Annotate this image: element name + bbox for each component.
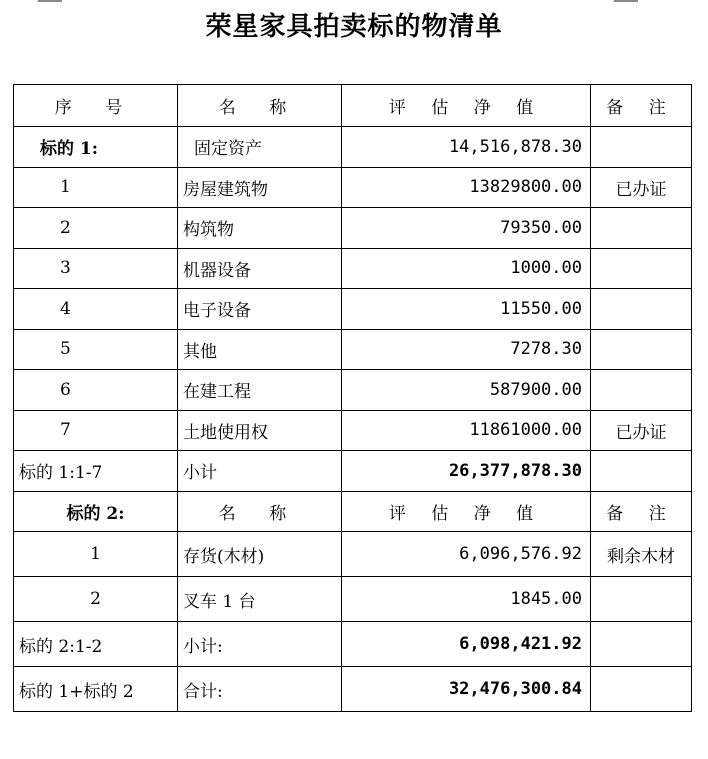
corner-mark-right (614, 0, 638, 2)
row-seq: 1 (14, 532, 178, 577)
lot1-subtotal-row (14, 451, 692, 492)
lot1-category-row (14, 127, 692, 168)
row-note: 已办证 (591, 167, 692, 208)
lot1-subtotal-name: 小计 (178, 451, 342, 492)
row-value: 1845.00 (342, 577, 591, 622)
lot2-value-header: 评 估 净 值 (342, 491, 591, 532)
row-note (591, 208, 692, 249)
table-row (14, 577, 692, 622)
table-row (14, 532, 692, 577)
lot1-label: 标的 1: (14, 127, 178, 168)
row-seq: 3 (14, 248, 178, 289)
grand-total-row (14, 667, 692, 712)
lot2-header-row (14, 491, 692, 532)
header-seq: 序 号 (14, 85, 178, 127)
row-value: 13829800.00 (342, 167, 591, 208)
row-name: 其他 (178, 329, 342, 370)
lot2-note-header: 备 注 (591, 491, 692, 532)
table-row (14, 410, 692, 451)
header-value: 评 估 净 值 (342, 85, 591, 127)
page-title: 荣星家具拍卖标的物清单 (205, 12, 503, 42)
grand-total-value: 32,476,300.84 (342, 667, 591, 712)
row-note (591, 248, 692, 289)
header-name: 名 称 (178, 85, 342, 127)
table-row (14, 329, 692, 370)
row-seq: 5 (14, 329, 178, 370)
row-name: 机器设备 (178, 248, 342, 289)
grand-total-label: 标的 1+标的 2 (14, 667, 178, 712)
row-name: 房屋建筑物 (178, 167, 342, 208)
header-note: 备 注 (591, 85, 692, 127)
row-name: 存货(木材) (178, 532, 342, 577)
table-row (14, 370, 692, 411)
lot1-subtotal-note (591, 451, 692, 492)
corner-mark-left (38, 0, 62, 2)
row-value: 1000.00 (342, 248, 591, 289)
lot2-subtotal-note (591, 622, 692, 667)
table-header-row (14, 85, 692, 127)
row-seq: 2 (14, 208, 178, 249)
table-row (14, 248, 692, 289)
row-seq: 7 (14, 410, 178, 451)
lot2-subtotal-row (14, 622, 692, 667)
row-seq: 4 (14, 289, 178, 330)
row-name: 叉车 1 台 (178, 577, 342, 622)
lot1-subtotal-label: 标的 1:1-7 (14, 451, 178, 492)
lot1-category-total: 14,516,878.30 (342, 127, 591, 168)
grand-total-note (591, 667, 692, 712)
lot1-category: 固定资产 (178, 127, 342, 168)
row-note: 已办证 (591, 410, 692, 451)
row-note (591, 289, 692, 330)
row-name: 电子设备 (178, 289, 342, 330)
row-seq: 2 (14, 577, 178, 622)
row-value: 11861000.00 (342, 410, 591, 451)
table-row (14, 167, 692, 208)
lot2-label: 标的 2: (14, 491, 178, 532)
table-row (14, 289, 692, 330)
lot1-subtotal-value: 26,377,878.30 (342, 451, 591, 492)
lot2-subtotal-label: 标的 2:1-2 (14, 622, 178, 667)
lot2-name-header: 名 称 (178, 491, 342, 532)
grand-total-name: 合计: (178, 667, 342, 712)
row-seq: 1 (14, 167, 178, 208)
row-note (591, 577, 692, 622)
row-name: 构筑物 (178, 208, 342, 249)
row-value: 6,096,576.92 (342, 532, 591, 577)
row-value: 7278.30 (342, 329, 591, 370)
row-note (591, 370, 692, 411)
lot2-subtotal-name: 小计: (178, 622, 342, 667)
auction-list-table (13, 84, 692, 712)
row-name: 在建工程 (178, 370, 342, 411)
row-value: 79350.00 (342, 208, 591, 249)
row-name: 土地使用权 (178, 410, 342, 451)
lot1-category-note (591, 127, 692, 168)
row-value: 11550.00 (342, 289, 591, 330)
row-value: 587900.00 (342, 370, 591, 411)
lot2-subtotal-value: 6,098,421.92 (342, 622, 591, 667)
row-note: 剩余木材 (591, 532, 692, 577)
row-seq: 6 (14, 370, 178, 411)
table-row (14, 208, 692, 249)
row-note (591, 329, 692, 370)
